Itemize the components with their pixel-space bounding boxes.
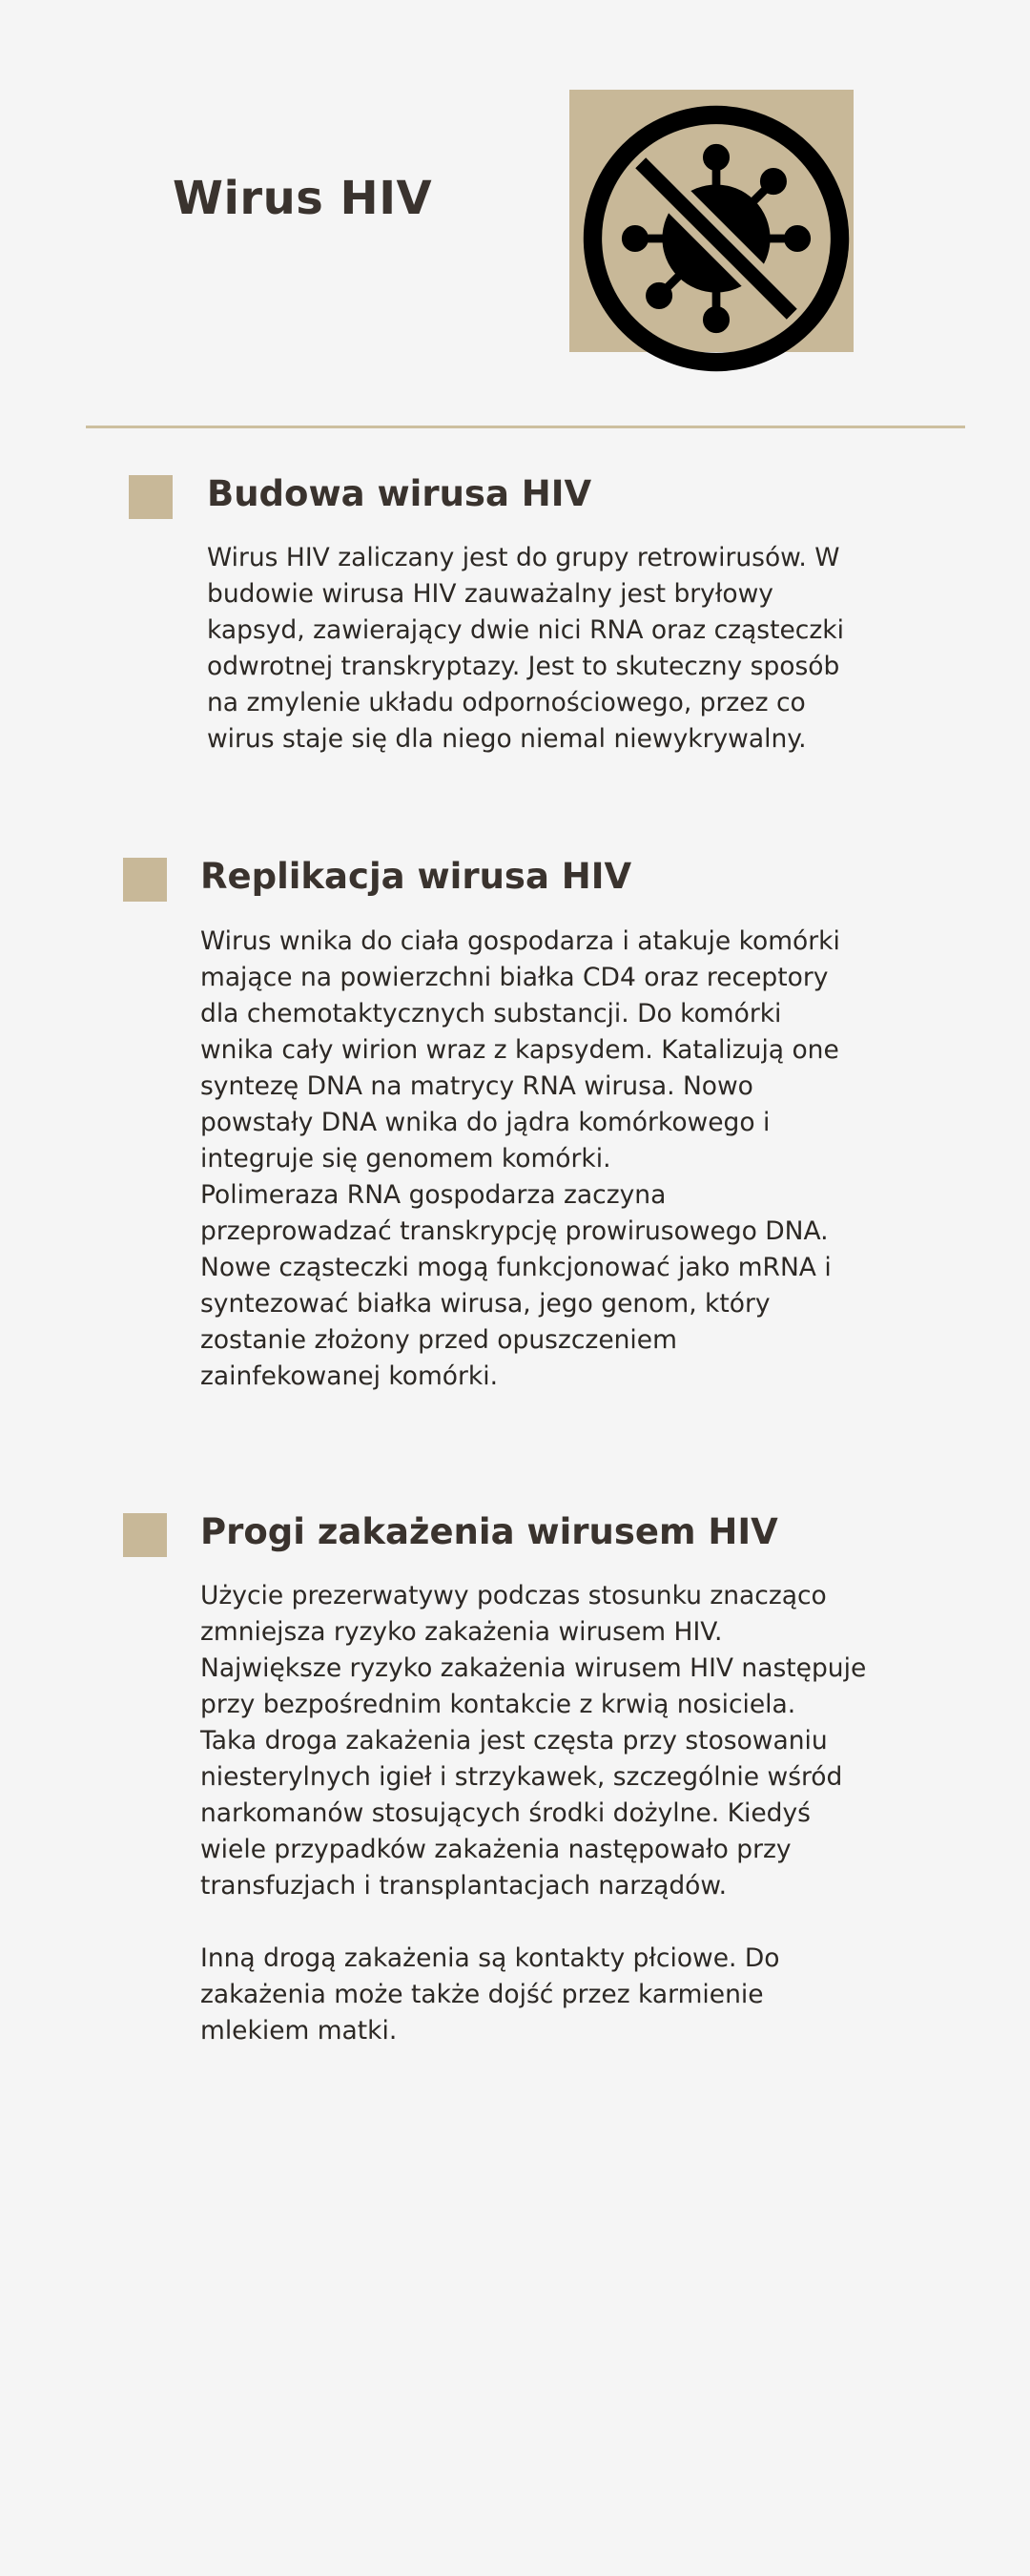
text-line: mające na powierzchni białka CD4 oraz receptory	[200, 963, 829, 992]
text-line: zakażenia może także dojść przez karmienie	[200, 1980, 764, 2009]
text-line: Największe ryzyko zakażenia wirusem HIV następuje	[200, 1653, 867, 1683]
text-line: kapsyd, zawierający dwie nici RNA oraz cząsteczki	[207, 615, 844, 645]
section-body	[200, 1578, 866, 2049]
text-line: Taka droga zakażenia jest częsta przy stosowaniu	[200, 1726, 828, 1755]
text-line: transfuzjach i transplantacjach narządów.	[200, 1871, 728, 1901]
text-line: zmniejsza ryzyko zakażenia wirusem HIV.	[200, 1617, 723, 1647]
text-line: Wirus wnika do ciała gospodarza i atakuje komórki	[200, 926, 840, 956]
text-line: Polimeraza RNA gospodarza zaczyna	[200, 1180, 667, 1210]
section-marker	[123, 858, 167, 902]
text-line: narkomanów stosujących środki dożylne. Kiedyś	[200, 1798, 811, 1828]
text-line: Użycie prezerwatywy podczas stosunku znacząco	[200, 1581, 827, 1610]
text-line: zainfekowanej komórki.	[200, 1361, 499, 1391]
text-line: odwrotnej transkryptazy. Jest to skuteczny sposób	[207, 652, 840, 681]
text-line: syntezę DNA na matrycy RNA wirusa. Nowo	[200, 1071, 753, 1101]
section-heading: Replikacja wirusa HIV	[200, 856, 632, 897]
text-line: mlekiem matki.	[200, 2016, 398, 2046]
section-body	[200, 924, 840, 1395]
section-heading: Budowa wirusa HIV	[207, 473, 592, 514]
text-line: przy bezpośrednim kontakcie z krwią nosiciela.	[200, 1690, 796, 1719]
text-line: przeprowadzać transkrypcję prowirusowego DNA.	[200, 1216, 829, 1246]
section-body	[207, 540, 844, 758]
header-divider	[86, 426, 965, 428]
text-line: na zmylenie układu odpornościowego, przez co	[207, 688, 806, 717]
text-line: Wirus HIV zaliczany jest do grupy retrowirusów. W	[207, 543, 840, 572]
text-line: syntezować białka wirusa, jego genom, który	[200, 1289, 771, 1319]
text-line: Nowe cząsteczki mogą funkcjonować jako mRNA i	[200, 1253, 832, 1282]
text-line: Inną drogą zakażenia są kontakty płciowe. Do	[200, 1943, 780, 1973]
text-line: budowie wirusa HIV zauważalny jest bryłowy	[207, 579, 773, 609]
section-heading: Progi zakażenia wirusem HIV	[200, 1511, 778, 1552]
text-line: dla chemotaktycznych substancji. Do komórki	[200, 999, 782, 1028]
text-line: zostanie złożony przed opuszczeniem	[200, 1325, 677, 1355]
section-marker	[129, 475, 173, 519]
text-line: wnika cały wirion wraz z kapsydem. Katalizują one	[200, 1035, 839, 1065]
text-line: niesterylnych igieł i strzykawek, szczególnie wśród	[200, 1762, 843, 1792]
section-marker	[123, 1513, 167, 1557]
text-line: wirus staje się dla niego niemal niewykrywalny.	[207, 724, 807, 754]
text-line: powstały DNA wnika do jądra komórkowego i	[200, 1108, 771, 1137]
text-line: integruje się genomem komórki.	[200, 1144, 611, 1174]
text-line: wiele przypadków zakażenia następowało przy	[200, 1835, 792, 1864]
no-virus-icon	[578, 100, 855, 377]
text-line	[200, 1904, 866, 1941]
page-title: Wirus HIV	[173, 172, 433, 225]
